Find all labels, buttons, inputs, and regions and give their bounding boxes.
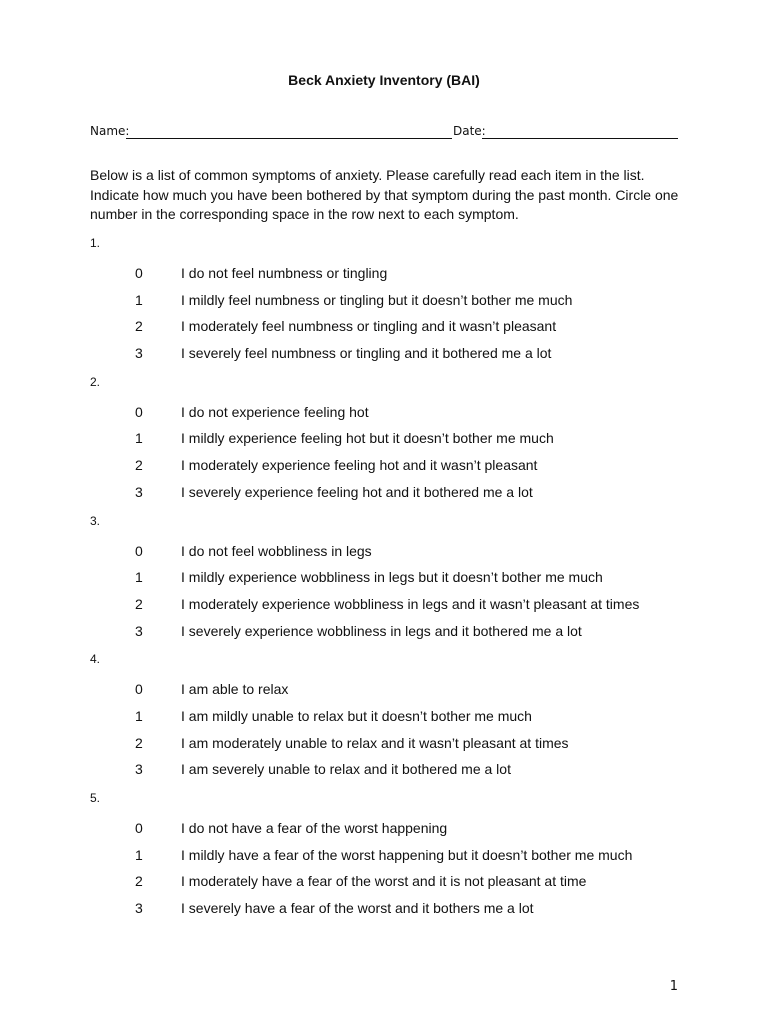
option-text: I do not have a fear of the worst happening [181, 820, 448, 836]
date-line [482, 138, 678, 139]
option-row [90, 756, 710, 783]
option-score: 3 [135, 761, 143, 778]
option-text: I moderately experience feeling hot and it wasn’t pleasant [181, 457, 538, 474]
inventory-item [90, 789, 710, 922]
option-text: I am mildly unable to relax but it doesn’t bother me much [181, 707, 532, 724]
option-row [90, 815, 710, 842]
option-text: I am moderately unable to relax and it wasn’t pleasant at times [181, 734, 569, 751]
option-row [90, 618, 710, 645]
option-row [90, 452, 710, 479]
option-text: I do not experience feeling hot [181, 403, 369, 420]
date-label: Date: [453, 124, 486, 138]
option-score: 2 [135, 873, 143, 890]
option-text: I am able to relax [181, 681, 289, 698]
option-score: 0 [135, 820, 143, 836]
option-row [90, 260, 710, 287]
option-row [90, 730, 710, 757]
option-text: I do not feel numbness or tingling [181, 265, 388, 281]
option-text: I mildly experience feeling hot but it doesn’t bother me much [181, 430, 554, 447]
inventory-items [90, 234, 710, 928]
option-row [90, 676, 710, 703]
option-text: I mildly feel numbness or tingling but it doesn’t bother me much [181, 291, 573, 308]
option-row [90, 287, 710, 314]
instructions-paragraph: Below is a list of common symptoms of anxiety. Please carefully read each item in the list. Indicate how much you have been bothered by that symptom during the past month. Circle one number in the corresponding space in the row next to each symptom. [90, 167, 679, 222]
option-score: 2 [135, 457, 143, 474]
option-text: I moderately experience wobbliness in legs and it wasn’t pleasant at times [181, 595, 640, 612]
option-score: 1 [135, 430, 143, 447]
item-number: 5. [90, 791, 101, 805]
option-row [90, 868, 710, 895]
header-fields [90, 124, 680, 142]
option-text: I severely experience feeling hot and it bothered me a lot [181, 483, 533, 500]
name-label: Name: [90, 124, 130, 138]
inventory-item [90, 650, 710, 783]
option-score: 3 [135, 483, 143, 500]
option-row [90, 842, 710, 869]
document-title: Beck Anxiety Inventory (BAI) [288, 72, 480, 88]
option-row [90, 564, 710, 591]
option-score: 0 [135, 542, 143, 559]
option-text: I severely have a fear of the worst and it bothers me a lot [181, 900, 534, 917]
option-row [90, 479, 710, 506]
option-text: I do not feel wobbliness in legs [181, 542, 372, 559]
page-number: 1 [669, 979, 678, 994]
option-text: I severely feel numbness or tingling and it bothered me a lot [181, 345, 552, 362]
option-score: 3 [135, 900, 143, 917]
option-text: I severely experience wobbliness in legs and it bothered me a lot [181, 622, 582, 639]
option-row [90, 340, 710, 367]
option-row [90, 591, 710, 618]
option-row [90, 895, 710, 922]
option-score: 0 [135, 681, 143, 698]
option-text: I mildly have a fear of the worst happening but it doesn’t bother me much [181, 846, 633, 863]
option-score: 2 [135, 318, 143, 335]
option-score: 1 [135, 569, 143, 586]
option-text: I moderately have a fear of the worst and it is not pleasant at time [181, 873, 587, 890]
option-score: 2 [135, 595, 143, 612]
item-number: 1. [90, 236, 101, 250]
option-score: 2 [135, 734, 143, 751]
option-text: I moderately feel numbness or tingling and it wasn’t pleasant [181, 318, 557, 335]
inventory-item [90, 234, 710, 367]
option-row [90, 425, 710, 452]
name-line [126, 138, 452, 139]
inventory-item [90, 373, 710, 506]
option-score: 1 [135, 707, 143, 724]
inventory-item [90, 512, 710, 645]
option-score: 0 [135, 403, 143, 420]
option-score: 1 [135, 846, 143, 863]
option-row [90, 399, 710, 426]
option-row [90, 313, 710, 340]
item-number: 3. [90, 513, 101, 528]
option-score: 3 [135, 345, 143, 362]
option-text: I mildly experience wobbliness in legs but it doesn’t bother me much [181, 569, 603, 586]
option-text: I am severely unable to relax and it bothered me a lot [181, 761, 511, 778]
option-score: 3 [135, 622, 143, 639]
item-number: 2. [90, 374, 101, 389]
item-number: 4. [90, 652, 101, 667]
option-score: 1 [135, 291, 143, 308]
option-row [90, 538, 710, 565]
option-score: 0 [135, 265, 143, 281]
option-row [90, 703, 710, 730]
